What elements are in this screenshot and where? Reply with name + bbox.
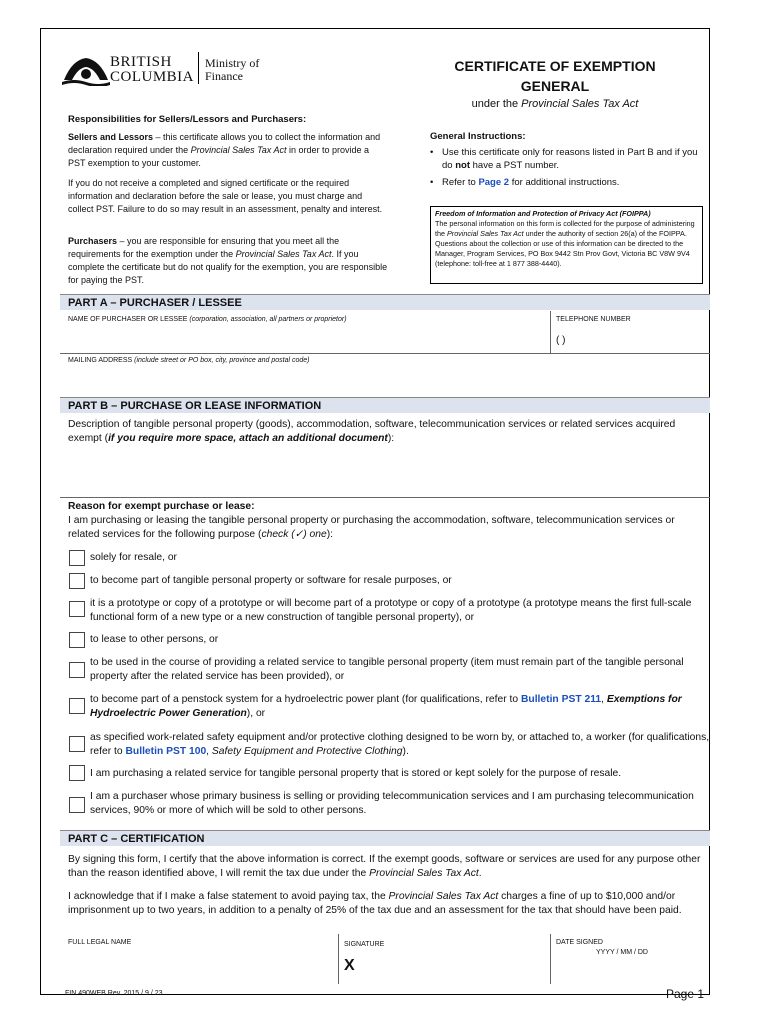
purchaser-name-input[interactable] bbox=[62, 325, 548, 349]
bc-logo-icon bbox=[62, 50, 110, 86]
option-resale-component: to become part of tangible personal property or software for resale purposes, or bbox=[90, 575, 452, 586]
signature-x-mark: X bbox=[344, 957, 355, 974]
purchaser-name-label-text: NAME OF PURCHASER OR LESSEE bbox=[68, 316, 188, 323]
mailing-address-label-text: MAILING ADDRESS bbox=[68, 357, 133, 364]
checkbox-resale[interactable] bbox=[69, 550, 85, 566]
description-input[interactable] bbox=[62, 448, 702, 494]
mailing-address-input[interactable] bbox=[62, 366, 702, 394]
acknowledgement-text-a: I acknowledge that if I make a false statement to avoid paying tax, the bbox=[68, 891, 389, 902]
sellers-paragraph bbox=[68, 131, 388, 170]
checkbox-resale-component[interactable] bbox=[69, 573, 85, 589]
part-a-rule bbox=[60, 353, 710, 354]
page-number: Page 1 bbox=[666, 987, 705, 1001]
foippa-text-2: under the authority of section 26(a) of the FOIPPA. Questions about the collection or use of this information can be directed to the Manager, Program Services, PO Box 9442 Stn Prov Govt, Victoria BC V8W 9V4 (telephone: toll-free at 1 877 388-4440). bbox=[435, 229, 690, 268]
title-line-1: CERTIFICATE OF EXEMPTION bbox=[454, 58, 656, 74]
option-stored-resale: I am purchasing a related service for tangible personal property that is stored or kept solely for the purpose of resale. bbox=[90, 768, 622, 779]
signature-divider bbox=[338, 934, 339, 984]
telephone-label: TELEPHONE NUMBER bbox=[556, 316, 631, 323]
acknowledgement-act: Provincial Sales Tax Act bbox=[388, 891, 499, 902]
telephone-input[interactable]: ( ) bbox=[556, 335, 566, 346]
org-name bbox=[110, 55, 194, 85]
part-c-heading: PART C – CERTIFICATION bbox=[60, 830, 710, 846]
penstock-text-b: , bbox=[601, 694, 607, 705]
certificate-title bbox=[420, 56, 690, 96]
checkbox-stored-resale[interactable] bbox=[69, 765, 85, 781]
checkbox-related-service[interactable] bbox=[69, 662, 85, 678]
penstock-text-a: to become part of a penstock system for a hydroelectric power plant (for qualifications, refer to bbox=[90, 694, 521, 705]
acknowledgement-paragraph bbox=[68, 890, 708, 918]
certification-text-a: By signing this form, I certify that the above information is correct. If the exempt goods, software or services are used for any purpose other than the reason identified above, I will remit the tax due under the bbox=[68, 854, 701, 879]
sellers-act: Provincial Sales Tax Act bbox=[190, 145, 287, 155]
part-b-heading: PART B – PURCHASE OR LEASE INFORMATION bbox=[60, 397, 710, 413]
reason-check: check (✓) one bbox=[261, 529, 327, 540]
phone-divider bbox=[550, 311, 551, 353]
reason-intro bbox=[68, 514, 708, 542]
instruction-1-a: Use this certificate only for reasons listed in Part B and if you do bbox=[442, 147, 698, 171]
signature-input[interactable] bbox=[362, 950, 547, 980]
sellers-text-2: in order to provide a PST exemption to your customer. bbox=[68, 145, 370, 168]
reason-end: ): bbox=[326, 529, 334, 540]
date-format-hint: YYYY / MM / DD bbox=[596, 949, 648, 956]
ministry-name bbox=[205, 57, 259, 83]
logo-divider bbox=[198, 52, 199, 84]
option-lease: to lease to other persons, or bbox=[90, 634, 219, 645]
safety-text-a: as specified work-related safety equipment and/or protective clothing designed to be worn by, or attached to, a worker (for qualifications, refer to bbox=[90, 732, 710, 757]
certification-text-b: . bbox=[478, 868, 482, 879]
instruction-2-a: Refer to bbox=[442, 177, 479, 188]
safety-text-b: , bbox=[206, 746, 212, 757]
date-signed-input[interactable] bbox=[556, 960, 704, 982]
foippa-box bbox=[430, 206, 703, 284]
description-italic: if you require more space, attach an additional document bbox=[108, 433, 388, 444]
no-certificate-paragraph: If you do not receive a completed and signed certificate or the required information and declaration before the sale or lease, you must charge and collect PST. Failure to do so may result in an assessment, penalty and interest. bbox=[68, 178, 383, 214]
sellers-label: Sellers and Lessors bbox=[68, 132, 154, 142]
checkbox-safety-equipment[interactable] bbox=[69, 736, 85, 752]
checkbox-lease[interactable] bbox=[69, 632, 85, 648]
description-end: ): bbox=[387, 433, 395, 444]
option-telecom: I am a purchaser whose primary business is selling or providing telecommunication services and I am purchasing telecommunication services, 90% or more of which will be sold to other persons. bbox=[90, 791, 694, 816]
option-prototype: it is a prototype or copy of a prototype or will become part of a prototype or copy of a prototype (a prototype means the first full-scale functional form of a new type or a new construction of tangible personal property), or bbox=[90, 598, 692, 623]
instructions-heading: General Instructions: bbox=[430, 131, 526, 142]
certificate-subtitle bbox=[420, 98, 690, 110]
instruction-2-b: for additional instructions. bbox=[509, 177, 620, 188]
ministry-line-2: Finance bbox=[205, 69, 243, 83]
reason-text: I am purchasing or leasing the tangible personal property or purchasing the accommodation, software, telecommunication services or related services for the following purpose ( bbox=[68, 515, 675, 540]
part-b-rule bbox=[60, 497, 710, 498]
foippa-title: Freedom of Information and Protection of Privacy Act (FOIPPA) bbox=[435, 209, 651, 218]
safety-italic: Safety Equipment and Protective Clothing bbox=[211, 746, 403, 757]
subtitle-prefix: under the bbox=[471, 98, 522, 110]
purchasers-text-1: – you are responsible for ensuring that you meet all the requirements for the exemption under the bbox=[68, 236, 340, 259]
checkbox-telecom[interactable] bbox=[69, 797, 85, 813]
instruction-item bbox=[430, 176, 705, 189]
description-prompt bbox=[68, 418, 708, 446]
date-signed-label: DATE SIGNED bbox=[556, 939, 603, 946]
option-penstock bbox=[90, 693, 710, 721]
purchasers-text-2: . If you complete the certificate but do not qualify for the exemption, you are responsible for paying the PST. bbox=[68, 249, 388, 285]
ministry-line-1: Ministry of bbox=[205, 56, 260, 70]
responsibilities-heading: Responsibilities for Sellers/Lessors and Purchasers: bbox=[68, 114, 307, 125]
form-code: FIN 490WEB Rev. 2015 / 9 / 23 bbox=[65, 990, 163, 997]
purchasers-act: Provincial Sales Tax Act bbox=[235, 249, 332, 259]
signature-label: SIGNATURE bbox=[344, 941, 385, 948]
checkbox-prototype[interactable] bbox=[69, 601, 85, 617]
safety-text-c: ). bbox=[402, 746, 409, 757]
foippa-act: Provincial Sales Tax Act bbox=[447, 229, 524, 238]
instruction-1-b: have a PST number. bbox=[470, 160, 560, 171]
option-resale: solely for resale, or bbox=[90, 552, 177, 563]
option-related-service: to be used in the course of providing a related service to tangible personal property (item must remain part of the tangible personal property after the related service has been provided), or bbox=[90, 657, 684, 682]
foippa-text-1: The personal information on this form is collected for the purpose of administering the bbox=[435, 219, 695, 238]
instruction-1-not: not bbox=[455, 160, 470, 171]
description-text: Description of tangible personal property (goods), accommodation, software, telecommunication services or related services acquired exempt ( bbox=[68, 419, 676, 444]
org-line-1: BRITISH bbox=[110, 54, 172, 70]
foippa-text bbox=[435, 219, 698, 269]
full-legal-name-label: FULL LEGAL NAME bbox=[68, 939, 132, 946]
acknowledgement-text-b: charges a fine of up to $10,000 and/or imprisonment up to two years, in addition to a penalty of 25% of the tax due and an assessment for the tax that should have been paid. bbox=[68, 891, 682, 916]
bulletin-pst-211-link[interactable]: Bulletin PST 211 bbox=[520, 694, 602, 705]
page-2-link[interactable]: Page 2 bbox=[478, 177, 510, 188]
org-line-2: COLUMBIA bbox=[110, 69, 195, 85]
mailing-address-hint: (include street or PO box, city, province and postal code) bbox=[132, 357, 310, 364]
full-legal-name-input[interactable] bbox=[62, 950, 332, 980]
checkbox-penstock[interactable] bbox=[69, 698, 85, 714]
part-a-heading: PART A – PURCHASER / LESSEE bbox=[60, 294, 710, 310]
purchasers-paragraph bbox=[68, 235, 388, 287]
certification-act: Provincial Sales Tax Act bbox=[369, 868, 479, 879]
instruction-item bbox=[430, 146, 705, 172]
instructions-list bbox=[430, 146, 705, 193]
date-divider bbox=[550, 934, 551, 984]
purchasers-label: Purchasers bbox=[68, 236, 118, 246]
subtitle-act: Provincial Sales Tax Act bbox=[521, 98, 639, 110]
bulletin-pst-100-link[interactable]: Bulletin PST 100 bbox=[125, 746, 207, 757]
sellers-text-1: – this certificate allows you to collect the information and declaration required under the bbox=[68, 132, 381, 155]
certification-paragraph bbox=[68, 853, 708, 881]
mailing-address-label bbox=[68, 356, 309, 365]
purchaser-name-hint: (corporation, association, all partners or proprietor) bbox=[187, 316, 347, 323]
purchaser-name-label bbox=[68, 315, 347, 324]
penstock-text-c: ), or bbox=[246, 708, 266, 719]
option-safety-equipment bbox=[90, 731, 710, 759]
reason-heading: Reason for exempt purchase or lease: bbox=[68, 501, 255, 512]
penstock-italic: Exemptions for Hydroelectric Power Generation bbox=[90, 694, 682, 719]
title-line-2: GENERAL bbox=[520, 78, 590, 94]
